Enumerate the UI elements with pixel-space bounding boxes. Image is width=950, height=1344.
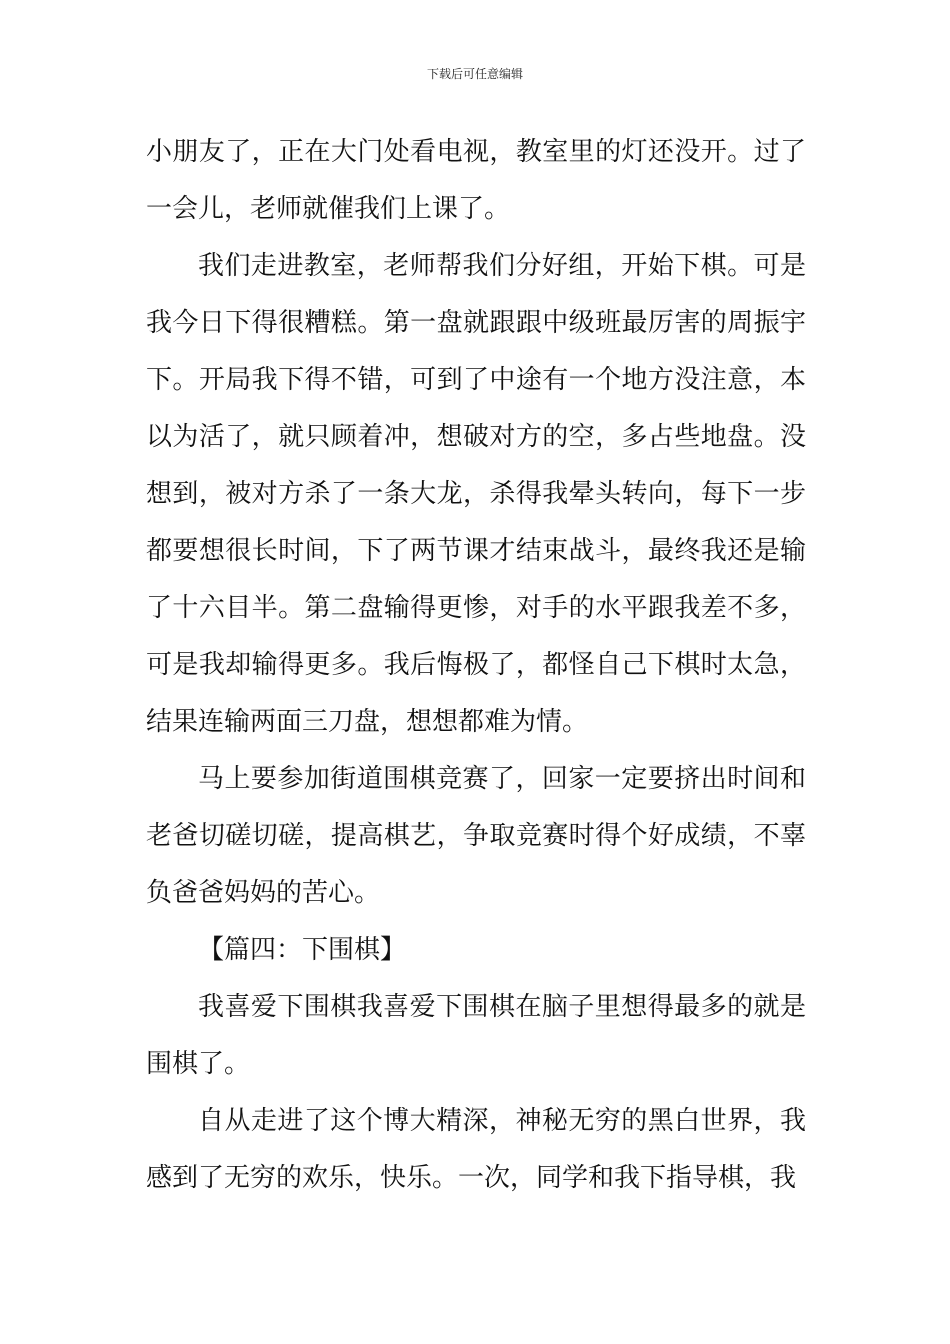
- document-body: [146, 124, 806, 1207]
- paragraph-2: 我们走进教室，老师帮我们分好组，开始下棋。可是我今日下得很糟糕。第一盘就跟跟中级班最厉害的周振宇下。开局我下得不错，可到了中途有一个地方没注意，本以为活了，就只顾着冲，想破对方的空，多占些地盘。没想到，被对方杀了一条大龙，杀得我晕头转向，每下一步都要想很长时间，下了两节课才结束战斗，最终我还是输了十六目半。第二盘输得更惨，对手的水平跟我差不多，可是我却输得更多。我后悔极了，都怪自己下棋时太急，结果连输两面三刀盘，想想都难为情。: [146, 251, 806, 737]
- paragraph-3: 马上要参加街道围棋竞赛了，回家一定要挤出时间和老爸切磋切磋，提高棋艺，争取竞赛时得个好成绩，不辜负爸爸妈妈的苦心。: [146, 764, 806, 908]
- section-heading: 【篇四：下围棋】: [198, 935, 407, 965]
- paragraph-4: 我喜爱下围棋我喜爱下围棋在脑子里想得最多的就是围棋了。: [146, 992, 806, 1079]
- paragraph-5: 自从走进了这个博大精深，神秘无穷的黑白世界，我感到了无穷的欢乐，快乐。一次，同学和我下指导棋，我: [146, 1106, 806, 1193]
- paragraph-1: 小朋友了，正在大门处看电视，教室里的灯还没开。过了一会儿，老师就催我们上课了。: [146, 137, 806, 224]
- page-header: 下载后可任意编辑: [426, 67, 523, 81]
